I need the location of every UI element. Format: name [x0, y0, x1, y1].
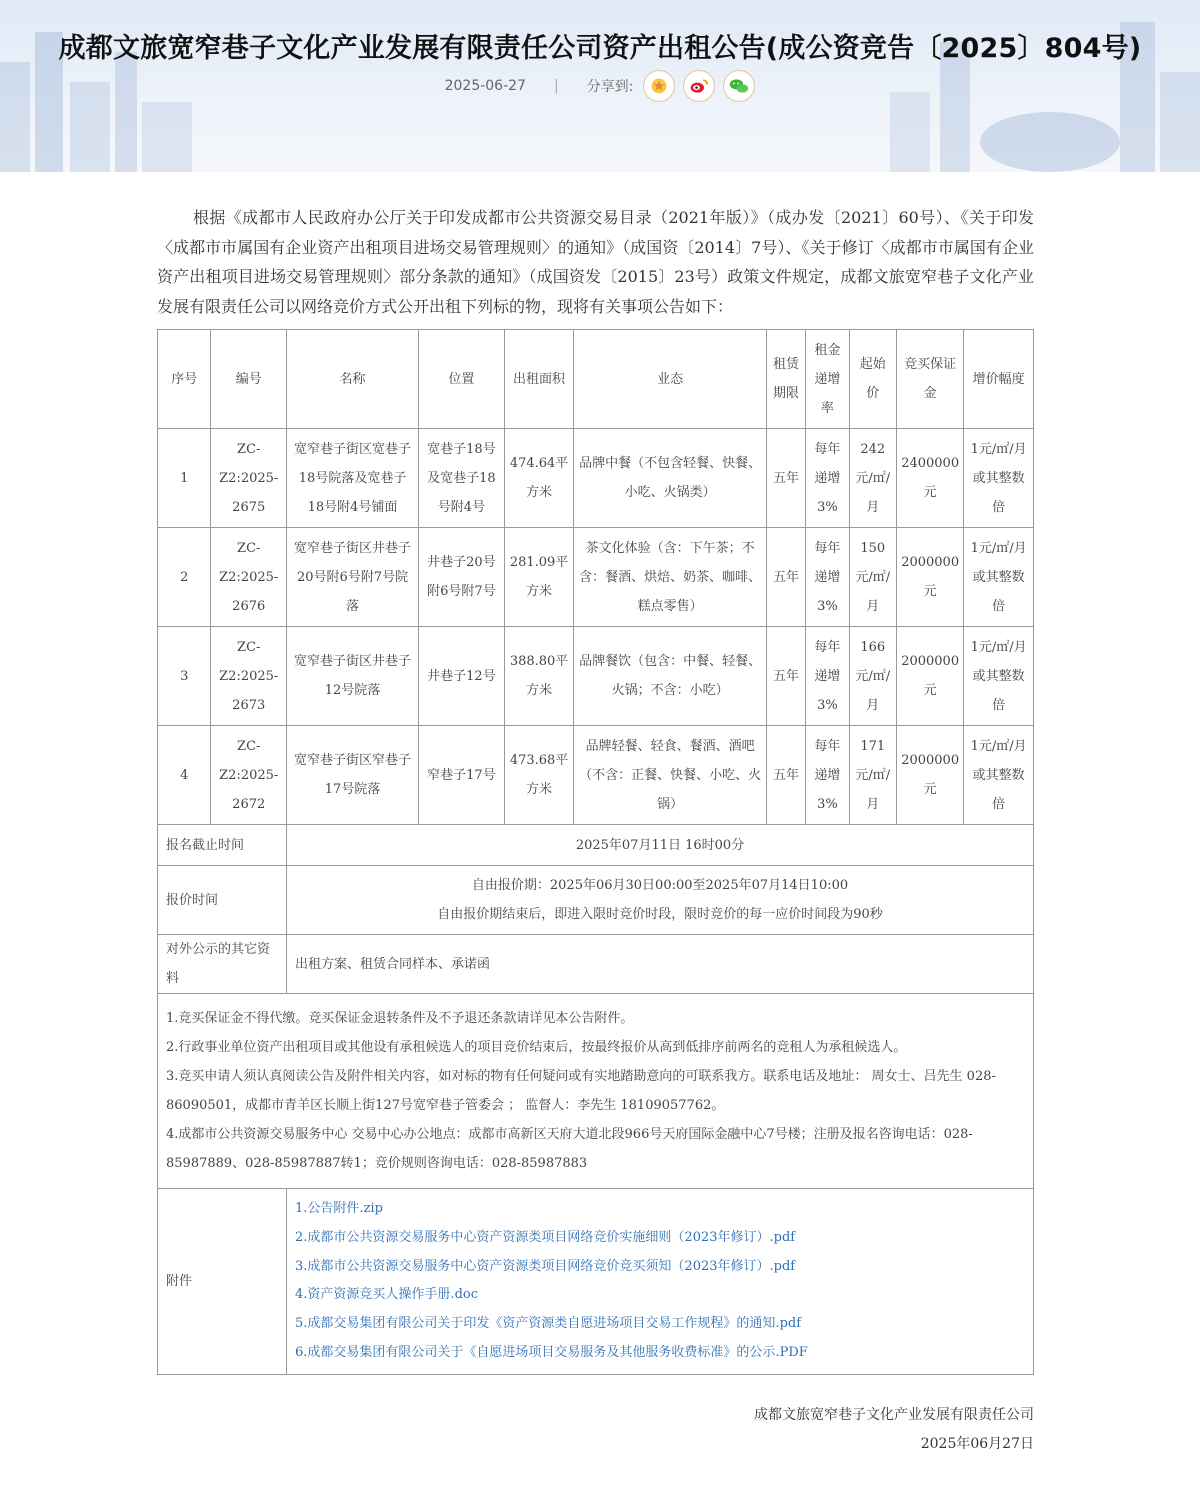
cell-business-type: 品牌餐饮（包含：中餐、轻餐、火锅；不含：小吃） — [574, 627, 767, 726]
cell-code: ZC-Z2:2025-2676 — [211, 528, 287, 627]
attachment-link[interactable]: 2.成都市公共资源交易服务中心资产资源类项目网络竞价实施细则（2023年修订）.pdf — [295, 1229, 796, 1245]
attachment-link[interactable]: 1.公告附件.zip — [295, 1201, 383, 1216]
col-header: 租赁期限 — [766, 330, 805, 429]
cell-lease-term: 五年 — [766, 627, 805, 726]
cell-name: 宽窄巷子街区宽巷子18号院落及宽巷子18号附4号铺面 — [287, 429, 419, 528]
bid-time-value — [287, 866, 1034, 935]
cell-area: 473.68平方米 — [504, 726, 574, 825]
col-header: 增价幅度 — [964, 330, 1034, 429]
note-item: 4.成都市公共资源交易服务中心 交易中心办公地点：成都市高新区天府大道北段966号天府国际金融中心7号楼；注册及报名咨询电话：028-85987889、028-85987887转1；竞价规则咨询电话：028-85987883 — [166, 1127, 973, 1171]
cell-start-price: 150元/㎡/月 — [849, 528, 896, 627]
cell-increment: 1元/㎡/月或其整数倍 — [964, 528, 1034, 627]
cell-location: 窄巷子17号 — [419, 726, 505, 825]
cell-name: 宽窄巷子街区窄巷子17号院落 — [287, 726, 419, 825]
share-icons — [643, 70, 755, 102]
cell-lease-term: 五年 — [766, 726, 805, 825]
cell-index: 1 — [158, 429, 211, 528]
bid-time-line: 自由报价期：2025年06月30日00:00至2025年07月14日10:00 — [471, 878, 849, 893]
cell-index: 2 — [158, 528, 211, 627]
attachment-link[interactable]: 4.资产资源竞买人操作手册.doc — [295, 1287, 478, 1303]
cell-start-price: 166元/㎡/月 — [849, 627, 896, 726]
cell-business-type: 品牌轻餐、轻食、餐酒、酒吧（不含：正餐、快餐、小吃、火锅） — [574, 726, 767, 825]
article-body — [157, 203, 1034, 1375]
attachment-link[interactable]: 6.成都交易集团有限公司关于《自愿进场项目交易服务及其他服务收费标准》的公示.PDF — [295, 1344, 808, 1360]
col-header: 业态 — [574, 330, 767, 429]
bid-time-label: 报价时间 — [158, 866, 287, 935]
col-header: 位置 — [419, 330, 505, 429]
note-item: 3.竞买申请人须认真阅读公告及附件相关内容，如对标的物有任何疑问或有实地踏勘意向的可联系我方。联系电话及地址： 周女士、吕先生 028-86090501，成都市青羊区长顺上街127号宽窄巷子管委会 ； 监督人：李先生 18109057762。 — [166, 1069, 996, 1113]
col-header: 序号 — [158, 330, 211, 429]
cell-increment: 1元/㎡/月或其整数倍 — [964, 627, 1034, 726]
cell-lease-term: 五年 — [766, 429, 805, 528]
signature-company: 成都文旅宽窄巷子文化产业发展有限责任公司 — [754, 1407, 1034, 1423]
article-meta — [0, 70, 1200, 102]
publish-date: 2025-06-27 — [444, 78, 526, 94]
rental-table — [157, 329, 1034, 1375]
note-item: 2.行政事业单位资产出租项目或其他设有承租候选人的项目竞价结束后，按最终报价从高到低排序前两名的竞租人为承租候选人。 — [166, 1040, 907, 1055]
col-header: 租金递增率 — [806, 330, 849, 429]
cell-lease-term: 五年 — [766, 528, 805, 627]
cell-rent-increase: 每年递增3% — [806, 627, 849, 726]
weibo-icon[interactable] — [683, 70, 715, 102]
cell-name: 宽窄巷子街区井巷子12号院落 — [287, 627, 419, 726]
col-header: 竞买保证金 — [896, 330, 963, 429]
share-label: 分享到: — [586, 79, 634, 95]
col-header: 出租面积 — [504, 330, 574, 429]
cell-code: ZC-Z2:2025-2673 — [211, 627, 287, 726]
cell-deposit: 2400000元 — [896, 429, 963, 528]
table-row — [158, 528, 1034, 627]
cell-name: 宽窄巷子街区井巷子20号附6号附7号院落 — [287, 528, 419, 627]
other-docs-label: 对外公示的其它资料 — [158, 935, 287, 994]
cell-location: 井巷子20号附6号附7号 — [419, 528, 505, 627]
intro-paragraph: 根据《成都市人民政府办公厅关于印发成都市公共资源交易目录（2021年版）》（成办发〔2021〕60号）、《关于印发〈成都市市属国有企业资产出租项目进场交易管理规则〉的通知》（成国资〔2014〕7号）、《关于修订〈成都市市属国有企业资产出租项目进场交易管理规则〉部分条款的通知》（成国资发〔2015〕23号）政策文件规定，成都文旅宽窄巷子文化产业发展有限责任公司以网络竞价方式公开出租下列标的物，现将有关事项公告如下： — [157, 208, 1034, 316]
cell-deposit: 2000000元 — [896, 528, 963, 627]
cell-business-type: 品牌中餐（不包含轻餐、快餐、小吃、火锅类） — [574, 429, 767, 528]
signature-date: 2025年06月27日 — [920, 1436, 1034, 1452]
attachments-list — [287, 1189, 1034, 1375]
other-docs-value: 出租方案、租赁合同样本、承诺函 — [287, 935, 1034, 994]
wechat-icon[interactable] — [723, 70, 755, 102]
deadline-row — [158, 825, 1034, 866]
notes-row — [158, 994, 1034, 1189]
cell-code: ZC-Z2:2025-2672 — [211, 726, 287, 825]
bid-time-row — [158, 866, 1034, 935]
cell-rent-increase: 每年递增3% — [806, 528, 849, 627]
cell-location: 井巷子12号 — [419, 627, 505, 726]
cell-increment: 1元/㎡/月或其整数倍 — [964, 429, 1034, 528]
table-header-row — [158, 330, 1034, 429]
table-row — [158, 726, 1034, 825]
cell-rent-increase: 每年递增3% — [806, 726, 849, 825]
attachment-link[interactable]: 5.成都交易集团有限公司关于印发《资产资源类自愿进场项目交易工作规程》的通知.pdf — [295, 1316, 802, 1332]
attachment-link[interactable]: 3.成都市公共资源交易服务中心资产资源类项目网络竞价竞买须知（2023年修订）.pdf — [295, 1258, 796, 1274]
cell-index: 4 — [158, 726, 211, 825]
cell-deposit: 2000000元 — [896, 726, 963, 825]
cell-index: 3 — [158, 627, 211, 726]
other-docs-row — [158, 935, 1034, 994]
cell-business-type: 茶文化体验（含：下午茶；不含：餐酒、烘焙、奶茶、咖啡、糕点零售） — [574, 528, 767, 627]
col-header: 编号 — [211, 330, 287, 429]
cell-location: 宽巷子18号及宽巷子18号附4号 — [419, 429, 505, 528]
table-row — [158, 429, 1034, 528]
col-header: 起始价 — [849, 330, 896, 429]
notes-cell — [158, 994, 1034, 1189]
star-icon[interactable] — [643, 70, 675, 102]
cell-area: 281.09平方米 — [504, 528, 574, 627]
table-row — [158, 627, 1034, 726]
cell-area: 474.64平方米 — [504, 429, 574, 528]
cell-rent-increase: 每年递增3% — [806, 429, 849, 528]
note-item: 1.竞买保证金不得代缴。竞买保证金退转条件及不予退还条款请详见本公告附件。 — [166, 1011, 634, 1026]
col-header: 名称 — [287, 330, 419, 429]
meta-separator: | — [553, 78, 559, 94]
attachments-label: 附件 — [158, 1189, 287, 1375]
header-banner — [0, 0, 1200, 172]
deadline-label: 报名截止时间 — [158, 825, 287, 866]
cell-deposit: 2000000元 — [896, 627, 963, 726]
cell-increment: 1元/㎡/月或其整数倍 — [964, 726, 1034, 825]
bid-time-line: 自由报价期结束后，即进入限时竞价时段，限时竞价的每一应价时间段为90秒 — [437, 907, 883, 922]
page-title: 成都文旅宽窄巷子文化产业发展有限责任公司资产出租公告(成公资竞告〔2025〕804号) — [58, 33, 1142, 64]
cell-start-price: 242元/㎡/月 — [849, 429, 896, 528]
cell-start-price: 171元/㎡/月 — [849, 726, 896, 825]
attachments-row — [158, 1189, 1034, 1375]
deadline-value: 2025年07月11日 16时00分 — [287, 825, 1034, 866]
cell-code: ZC-Z2:2025-2675 — [211, 429, 287, 528]
cell-area: 388.80平方米 — [504, 627, 574, 726]
